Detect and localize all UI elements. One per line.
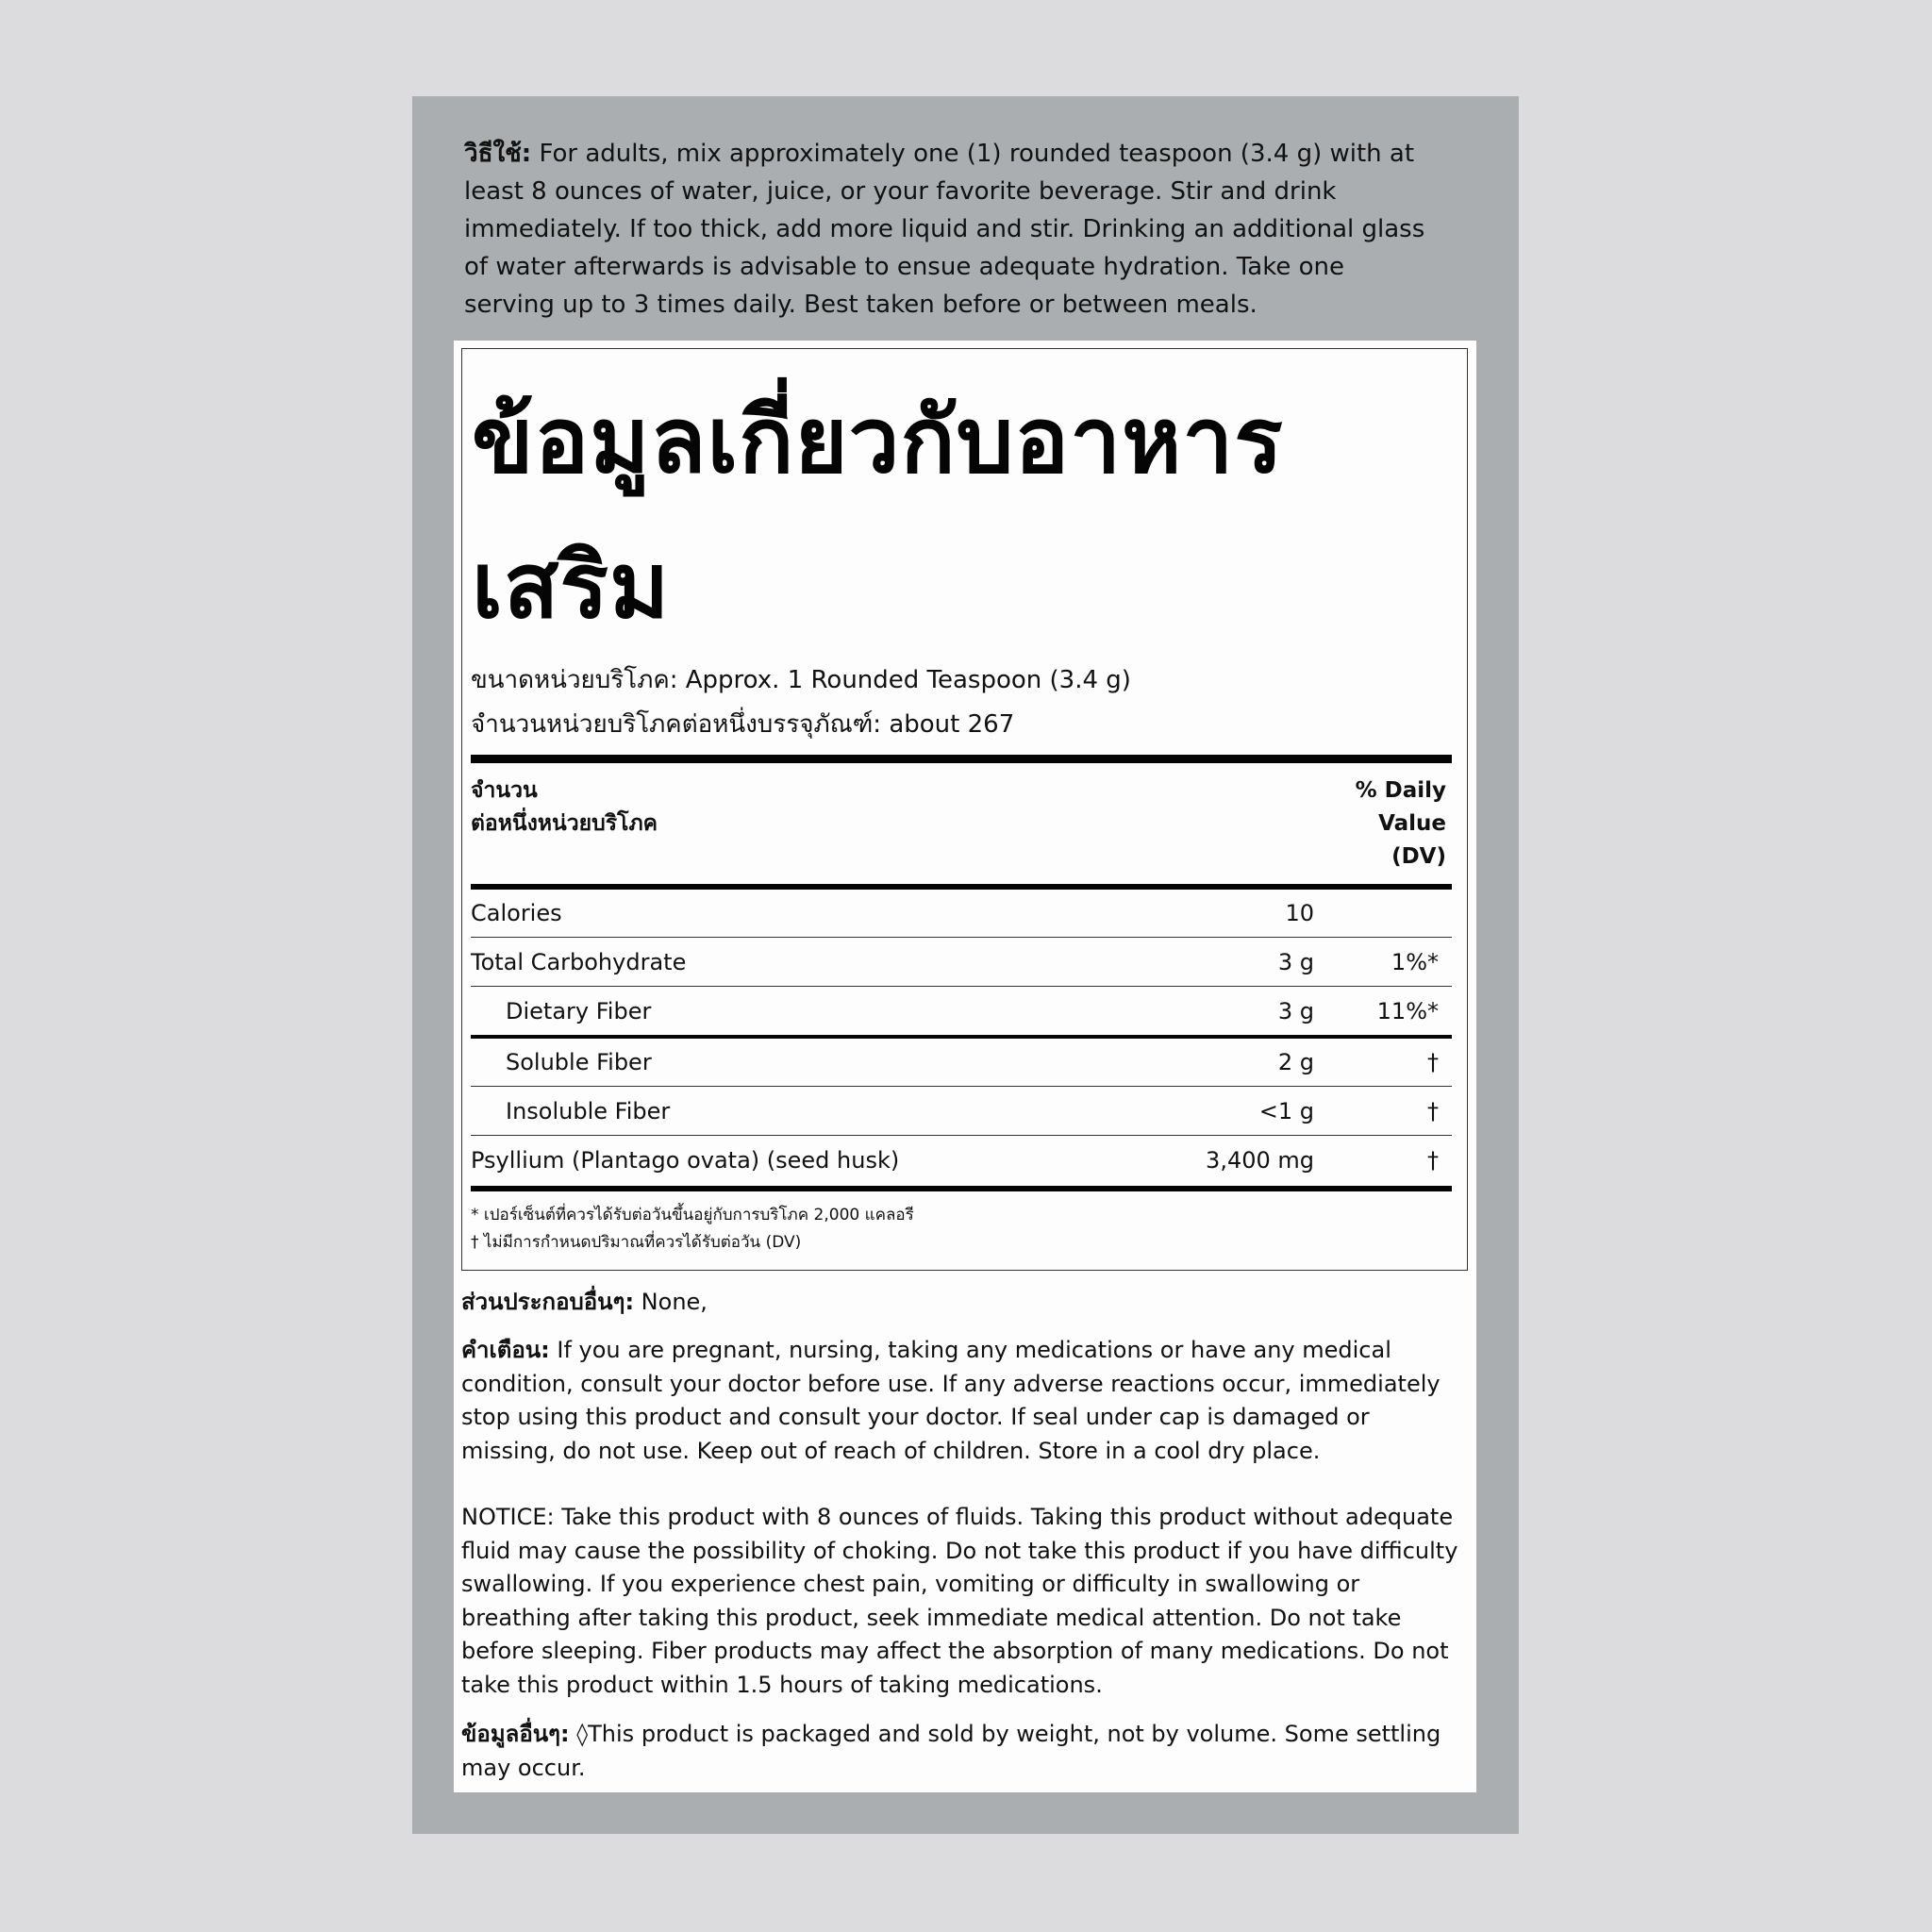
nutrient-dv: 11%* [1376,998,1439,1024]
other-ingredients-label: ส่วนประกอบอื่นๆ: [461,1289,635,1315]
directions-text [464,135,1436,324]
bottom-divider [471,1186,1452,1191]
nutrient-dv: 1%* [1391,949,1439,975]
nutrient-dv: † [1427,1147,1439,1174]
other-ingredients-text: None, [634,1289,708,1315]
header-right-line-2: Value [1378,811,1446,836]
other-info-label: ข้อมูลอื่นๆ: [461,1721,570,1747]
table-row [471,939,1452,987]
table-row [471,1039,1452,1087]
nutrient-amount: <1 g [1258,1098,1314,1124]
warning-label: คำเตือน: [461,1337,550,1363]
footnote-no-dv: † ไม่มีการกำหนดปริมาณที่ควรได้รับต่อวัน (DV) [471,1233,802,1252]
table-row [471,988,1452,1039]
header-right-line-3: (DV) [1391,844,1446,869]
serving-size: ขนาดหน่วยบริโภค: Approx. 1 Rounded Teaspoon (3.4 g) [471,666,1131,694]
other-info-text: ◊This product is packaged and sold by weight, not by volume. Some settling may occur. [461,1721,1441,1781]
supplement-facts-box [461,348,1468,1271]
nutrient-name: Insoluble Fiber [506,1098,671,1124]
amount-per-serving-header [471,774,658,841]
other-ingredients [461,1286,1461,1320]
header-left-line-1: จำนวน [471,778,538,803]
nutrient-amount: 3 g [1277,949,1314,975]
nutrient-name: Soluble Fiber [506,1049,652,1075]
footnote-calories: * เปอร์เซ็นต์ที่ควรได้รับต่อวันขึ้นอยู่กับการบริโภค 2,000 แคลอรี [471,1206,914,1224]
nutrient-amount: 2 g [1277,1049,1314,1075]
nutrient-dv: † [1427,1098,1439,1124]
directions-label: วิธีใช้: [464,140,532,168]
table-row [471,890,1452,938]
table-row [471,1088,1452,1136]
servings-per-container: จำนวนหน่วยบริโภคต่อหนึ่งบรรจุภัณฑ์: about 267 [471,710,1015,739]
warning-text [461,1334,1461,1468]
nutrient-dv: † [1427,1049,1439,1075]
nutrient-name: Total Carbohydrate [471,949,687,975]
other-info [461,1718,1461,1785]
nutrient-name: Psyllium (Plantago ovata) (seed husk) [471,1147,900,1174]
daily-value-header [1356,774,1446,874]
table-row [471,1137,1452,1185]
warning-body: If you are pregnant, nursing, taking any medications or have any medical condition, consult your doctor before use. If any adverse reactions occur, immediately stop using this product and consult your doctor. If seal under cap is damaged or missing, do not use. Keep out of reach of children. Store in a cool dry place. [461,1337,1441,1464]
nutrient-name: Calories [471,900,562,926]
nutrient-amount: 3 g [1277,998,1314,1024]
notice-text: NOTICE: Take this product with 8 ounces of fluids. Taking this product without adequate fluid may cause the possibility of choking. Do not take this product if you have difficulty swallowing. If you experience chest pain, vomiting or difficulty in swallowing or breathing after taking this product, seek immediate medical attention. Do not take before sleeping. Fiber products may affect the absorption of many medications. Do not take this product within 1.5 hours of taking medications. [461,1504,1458,1698]
facts-title: ข้อมูลเกี่ยวกับอาหารเสริม [472,388,1284,639]
nutrient-amount: 10 [1285,900,1314,926]
header-left-line-2: ต่อหนึ่งหน่วยบริโภค [471,811,658,836]
nutrient-amount: 3,400 mg [1206,1147,1314,1174]
directions-body: For adults, mix approximately one (1) rounded teaspoon (3.4 g) with at least 8 ounces of water, juice, or your favorite beverage. Stir and drink immediately. If too thick, add more liquid and stir. Drinking an additional glass of water afterwards is advisable to ensue adequate hydration. Take one serving up to 3 times daily. Best taken before or between meals. [464,140,1425,319]
thick-divider [471,755,1452,763]
nutrient-name: Dietary Fiber [506,998,652,1024]
header-right-line-1: % Daily [1355,778,1446,803]
